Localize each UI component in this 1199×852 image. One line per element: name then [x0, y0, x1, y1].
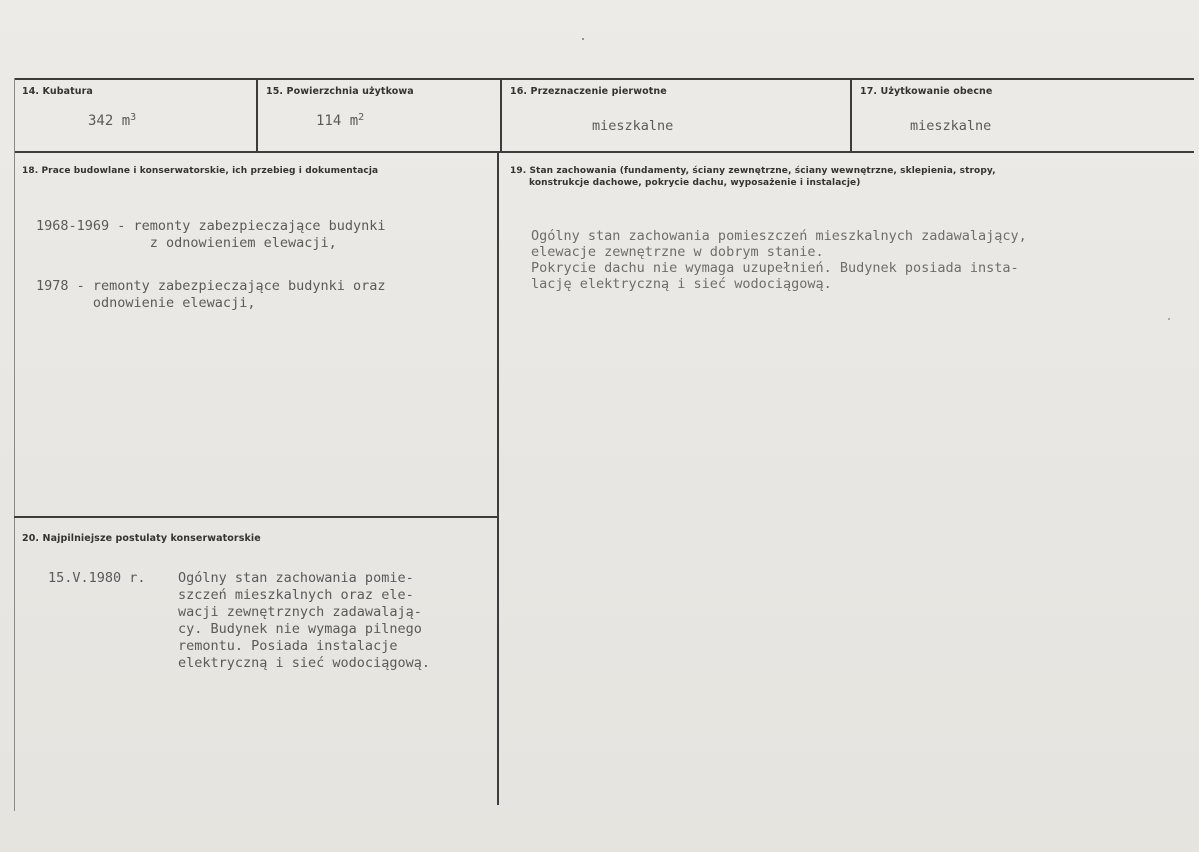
uzytkowanie-value: mieszkalne — [910, 118, 992, 134]
prace-label: 18. Prace budowlane i konserwatorskie, ich przebieg i dokumentacja — [22, 166, 379, 176]
kubatura-value — [88, 113, 136, 130]
kubatura-label: 14. Kubatura — [22, 86, 93, 97]
kubatura-unit-sup: 3 — [130, 112, 137, 123]
stan-line-1: Ogólny stan zachowania pomieszczeń mieszkalnych zadawalający, — [531, 228, 1027, 244]
divider-15-16 — [500, 78, 502, 152]
left-border — [14, 78, 15, 811]
row1-rule — [14, 151, 1194, 153]
stan-label-line-1: 19. Stan zachowania (fundamenty, ściany zewnętrzne, ściany wewnętrzne, sklepienia, stropy, — [510, 166, 996, 176]
stan-line-4: lację elektryczną i sieć wodociągową. — [531, 276, 832, 292]
section20-rule — [14, 516, 498, 518]
prace-line-3: 1978 - remonty zabezpieczające budynki oraz — [36, 278, 386, 294]
prace-line-1: 1968-1969 - remonty zabezpieczające budynki — [36, 218, 386, 234]
stan-label-line-2: konstrukcje dachowe, pokrycie dachu, wyposażenie i instalacje) — [529, 178, 861, 188]
postulaty-line-4: cy. Budynek nie wymaga pilnego — [178, 621, 422, 637]
speck — [582, 38, 584, 40]
postulaty-line-6: elektryczną i sieć wodociągową. — [178, 655, 430, 671]
przeznaczenie-label: 16. Przeznaczenie pierwotne — [510, 86, 667, 97]
postulaty-line-1: Ogólny stan zachowania pomie- — [178, 570, 414, 586]
postulaty-line-3: wacji zewnętrznych zadawalają- — [178, 604, 422, 620]
postulaty-label: 20. Najpilniejsze postulaty konserwatorskie — [22, 533, 261, 544]
powierzchnia-unit-sup: 2 — [358, 112, 365, 123]
powierzchnia-number: 114 m — [316, 113, 359, 129]
top-rule — [14, 78, 1194, 80]
stan-line-2: elewacje zewnętrzne w dobrym stanie. — [531, 244, 824, 260]
uzytkowanie-label: 17. Użytkowanie obecne — [860, 86, 993, 97]
postulaty-line-5: remontu. Posiada instalacje — [178, 638, 398, 654]
powierzchnia-label: 15. Powierzchnia użytkowa — [266, 86, 414, 97]
powierzchnia-value — [316, 113, 364, 130]
postulaty-line-2: szczeń mieszkalnych oraz ele- — [178, 587, 414, 603]
prace-line-4: odnowienie elewacji, — [36, 295, 256, 311]
divider-16-17 — [850, 78, 852, 152]
main-divider — [497, 151, 499, 805]
stan-line-3: Pokrycie dachu nie wymaga uzupełnień. Budynek posiada insta- — [531, 260, 1019, 276]
prace-line-2: z odnowieniem elewacji, — [36, 235, 337, 251]
przeznaczenie-value: mieszkalne — [592, 118, 674, 134]
speck — [1168, 318, 1170, 320]
kubatura-number: 342 m — [88, 113, 131, 129]
postulaty-date: 15.V.1980 r. — [48, 570, 146, 586]
divider-14-15 — [256, 78, 258, 152]
